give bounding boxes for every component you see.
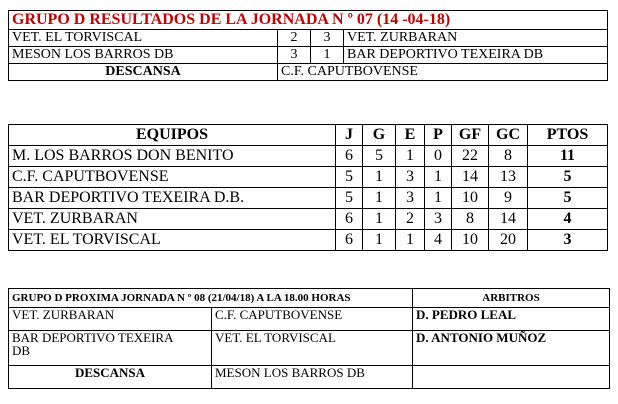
fixture-away: VET. EL TORVISCAL: [212, 331, 413, 366]
team-name: C.F. CAPUTBOVENSE: [9, 167, 336, 188]
away-team: VET. ZURBARAN: [344, 30, 608, 47]
goals-for: 10: [452, 188, 489, 209]
played: 5: [336, 188, 363, 209]
points: 4: [528, 209, 608, 230]
drawn: 3: [396, 167, 425, 188]
results-title: GRUPO D RESULTADOS DE LA JORNADA N º 07 (14 -04-18): [9, 11, 608, 30]
header-j: J: [336, 125, 363, 146]
header-gc: GC: [489, 125, 528, 146]
header-p: P: [425, 125, 452, 146]
fixture-row: [9, 331, 610, 366]
standings-row: [9, 167, 608, 188]
away-team: BAR DEPORTIVO TEXEIRA DB: [344, 47, 608, 64]
team-name: VET. EL TORVISCAL: [9, 230, 336, 251]
standings-row: [9, 230, 608, 251]
lost: 0: [425, 146, 452, 167]
next-round-table: [8, 288, 610, 389]
played: 6: [336, 209, 363, 230]
standings-table: [8, 124, 608, 251]
won: 1: [363, 188, 396, 209]
header-pts: PTOS: [528, 125, 608, 146]
team-name: VET. ZURBARAN: [9, 209, 336, 230]
result-row: [9, 30, 608, 47]
away-goals: 3: [311, 30, 344, 47]
referee-name: D. PEDRO LEAL: [413, 308, 610, 331]
rest-team: MESON LOS BARROS DB: [212, 366, 413, 389]
fixture-away: C.F. CAPUTBOVENSE: [212, 308, 413, 331]
drawn: 1: [396, 230, 425, 251]
rest-row: [9, 64, 608, 81]
drawn: 3: [396, 188, 425, 209]
fixture-row: [9, 308, 610, 331]
standings-row: [9, 146, 608, 167]
lost: 1: [425, 188, 452, 209]
goals-against: 20: [489, 230, 528, 251]
rest-label: DESCANSA: [9, 64, 278, 81]
home-team: MESON LOS BARROS DB: [9, 47, 278, 64]
won: 5: [363, 146, 396, 167]
result-row: [9, 47, 608, 64]
team-name: M. LOS BARROS DON BENITO: [9, 146, 336, 167]
home-goals: 2: [278, 30, 311, 47]
goals-for: 10: [452, 230, 489, 251]
fixture-home: [9, 331, 212, 366]
standings-row: [9, 209, 608, 230]
played: 6: [336, 230, 363, 251]
fixture-home: VET. ZURBARAN: [9, 308, 212, 331]
standings-row: [9, 188, 608, 209]
away-goals: 1: [311, 47, 344, 64]
fixture-home-line2: DB: [12, 343, 31, 358]
goals-against: 8: [489, 146, 528, 167]
lost: 4: [425, 230, 452, 251]
results-table: [8, 10, 608, 81]
drawn: 1: [396, 146, 425, 167]
header-e: E: [396, 125, 425, 146]
standings-header-row: [9, 125, 608, 146]
points: 5: [528, 167, 608, 188]
points: 5: [528, 188, 608, 209]
rest-row: [9, 366, 610, 389]
played: 5: [336, 167, 363, 188]
goals-against: 9: [489, 188, 528, 209]
won: 1: [363, 167, 396, 188]
goals-against: 13: [489, 167, 528, 188]
header-teams: EQUIPOS: [9, 125, 336, 146]
home-team: VET. EL TORVISCAL: [9, 30, 278, 47]
played: 6: [336, 146, 363, 167]
goals-for: 22: [452, 146, 489, 167]
team-name: BAR DEPORTIVO TEXEIRA D.B.: [9, 188, 336, 209]
goals-for: 8: [452, 209, 489, 230]
drawn: 2: [396, 209, 425, 230]
rest-label: DESCANSA: [9, 366, 212, 389]
empty-cell: [413, 366, 610, 389]
rest-team: C.F. CAPUTBOVENSE: [278, 64, 608, 81]
referee-name: D. ANTONIO MUÑOZ: [413, 331, 610, 366]
points: 11: [528, 146, 608, 167]
won: 1: [363, 209, 396, 230]
won: 1: [363, 230, 396, 251]
goals-against: 14: [489, 209, 528, 230]
home-goals: 3: [278, 47, 311, 64]
header-gf: GF: [452, 125, 489, 146]
fixture-home-line1: BAR DEPORTIVO TEXEIRA: [12, 330, 174, 345]
referees-label: ARBITROS: [413, 289, 610, 308]
points: 3: [528, 230, 608, 251]
header-g: G: [363, 125, 396, 146]
lost: 1: [425, 167, 452, 188]
goals-for: 14: [452, 167, 489, 188]
next-round-title: GRUPO D PROXIMA JORNADA N º 08 (21/04/18) A LA 18.00 HORAS: [9, 289, 413, 308]
lost: 3: [425, 209, 452, 230]
